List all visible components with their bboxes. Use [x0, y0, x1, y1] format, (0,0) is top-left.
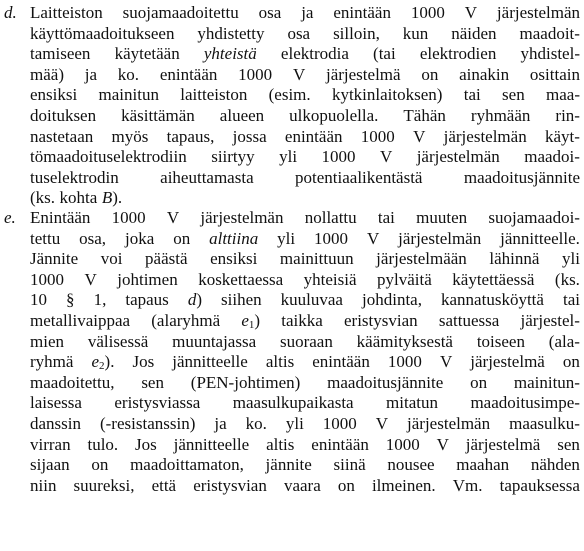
text-line: niin suureksi, että eristysvian vaara on ilmeinen. Vm. tapauksessa — [30, 475, 580, 495]
text-line: (ks. kohta B). — [30, 188, 123, 208]
paragraph-marker: e. — [4, 208, 16, 227]
text-line: metallivaippaa (alaryhmä $e_1$) taikka eristysvian sattuessa järjestel- — [30, 311, 580, 331]
paragraph-marker: d. — [4, 3, 17, 22]
text-line: 1000 V johtimen koskettaessa yhteisiä pylväitä käytettäessä (ks. — [30, 269, 580, 289]
text-line: 10 § 1, tapaus d) siihen kuuluvaa johdinta, kannatusköyttä tai — [30, 290, 580, 310]
text-line: tömaadoituselektrodiin siirtyy yli 1000 V järjestelmän maadoi- — [30, 147, 580, 167]
text-line: mien välisessä muuntajassa suoraan käämityksestä toiseen (ala- — [30, 331, 580, 351]
text-line: ensiksi mainitun laitteiston (esim. kytkinlaitoksen) tai sen maa- — [30, 85, 580, 105]
text-line: sijaan on maadoittamaton, jännite siinä nousee maahan nähden — [30, 455, 580, 475]
text-line: tuselektrodin aiheuttamasta potentiaalikentästä maadoitusjännite — [30, 167, 580, 187]
text-line: danssin (-resistanssin) ja ko. yli 1000 V järjestelmän maasulku- — [30, 414, 580, 433]
text-line: Enintään 1000 V järjestelmän nollattu tai muuten suojamaadoi- — [30, 208, 580, 227]
text-line: tamiseen käytetään yhteistä elektrodia (tai elektrodien yhdistel- — [30, 44, 580, 64]
text-line: laisessa eristysviassa maasulkupaikasta mitatun maadoitusimpe- — [30, 393, 580, 413]
text-line: tettu osa, joka on alttiina yli 1000 V järjestelmän jännitteelle. — [30, 228, 580, 248]
text-line: virran tulo. Jos jännitteelle altis enintään 1000 V järjestelmä sen — [30, 434, 580, 454]
text-line: doituksen käsittämän alueen ulkopuolella. Tähän ryhmään rin- — [30, 106, 580, 125]
text-line: ryhmä $e_2$). Jos jännitteelle altis enintään 1000 V järjestelmä on — [30, 352, 580, 373]
text-line: mää) ja ko. enintään 1000 V järjestelmä on ainakin osittain — [30, 64, 580, 84]
text-line: käyttömaadoitukseen yhdistetty osa silloin, kun näiden maadoit- — [30, 23, 580, 43]
text-line: Laitteiston suojamaadoitettu osa ja enintään 1000 V järjestelmän — [30, 3, 580, 22]
text-line: nastetaan myös tapaus, jossa enintään 1000 V järjestelmän käyt- — [30, 126, 580, 146]
text-line: Jännite voi päästä ensiksi mainittuun järjestelmään lähinnä yli — [30, 249, 580, 269]
text-line: maadoitettu, sen (PEN-johtimen) maadoitusjännite on mainitun- — [30, 372, 580, 392]
